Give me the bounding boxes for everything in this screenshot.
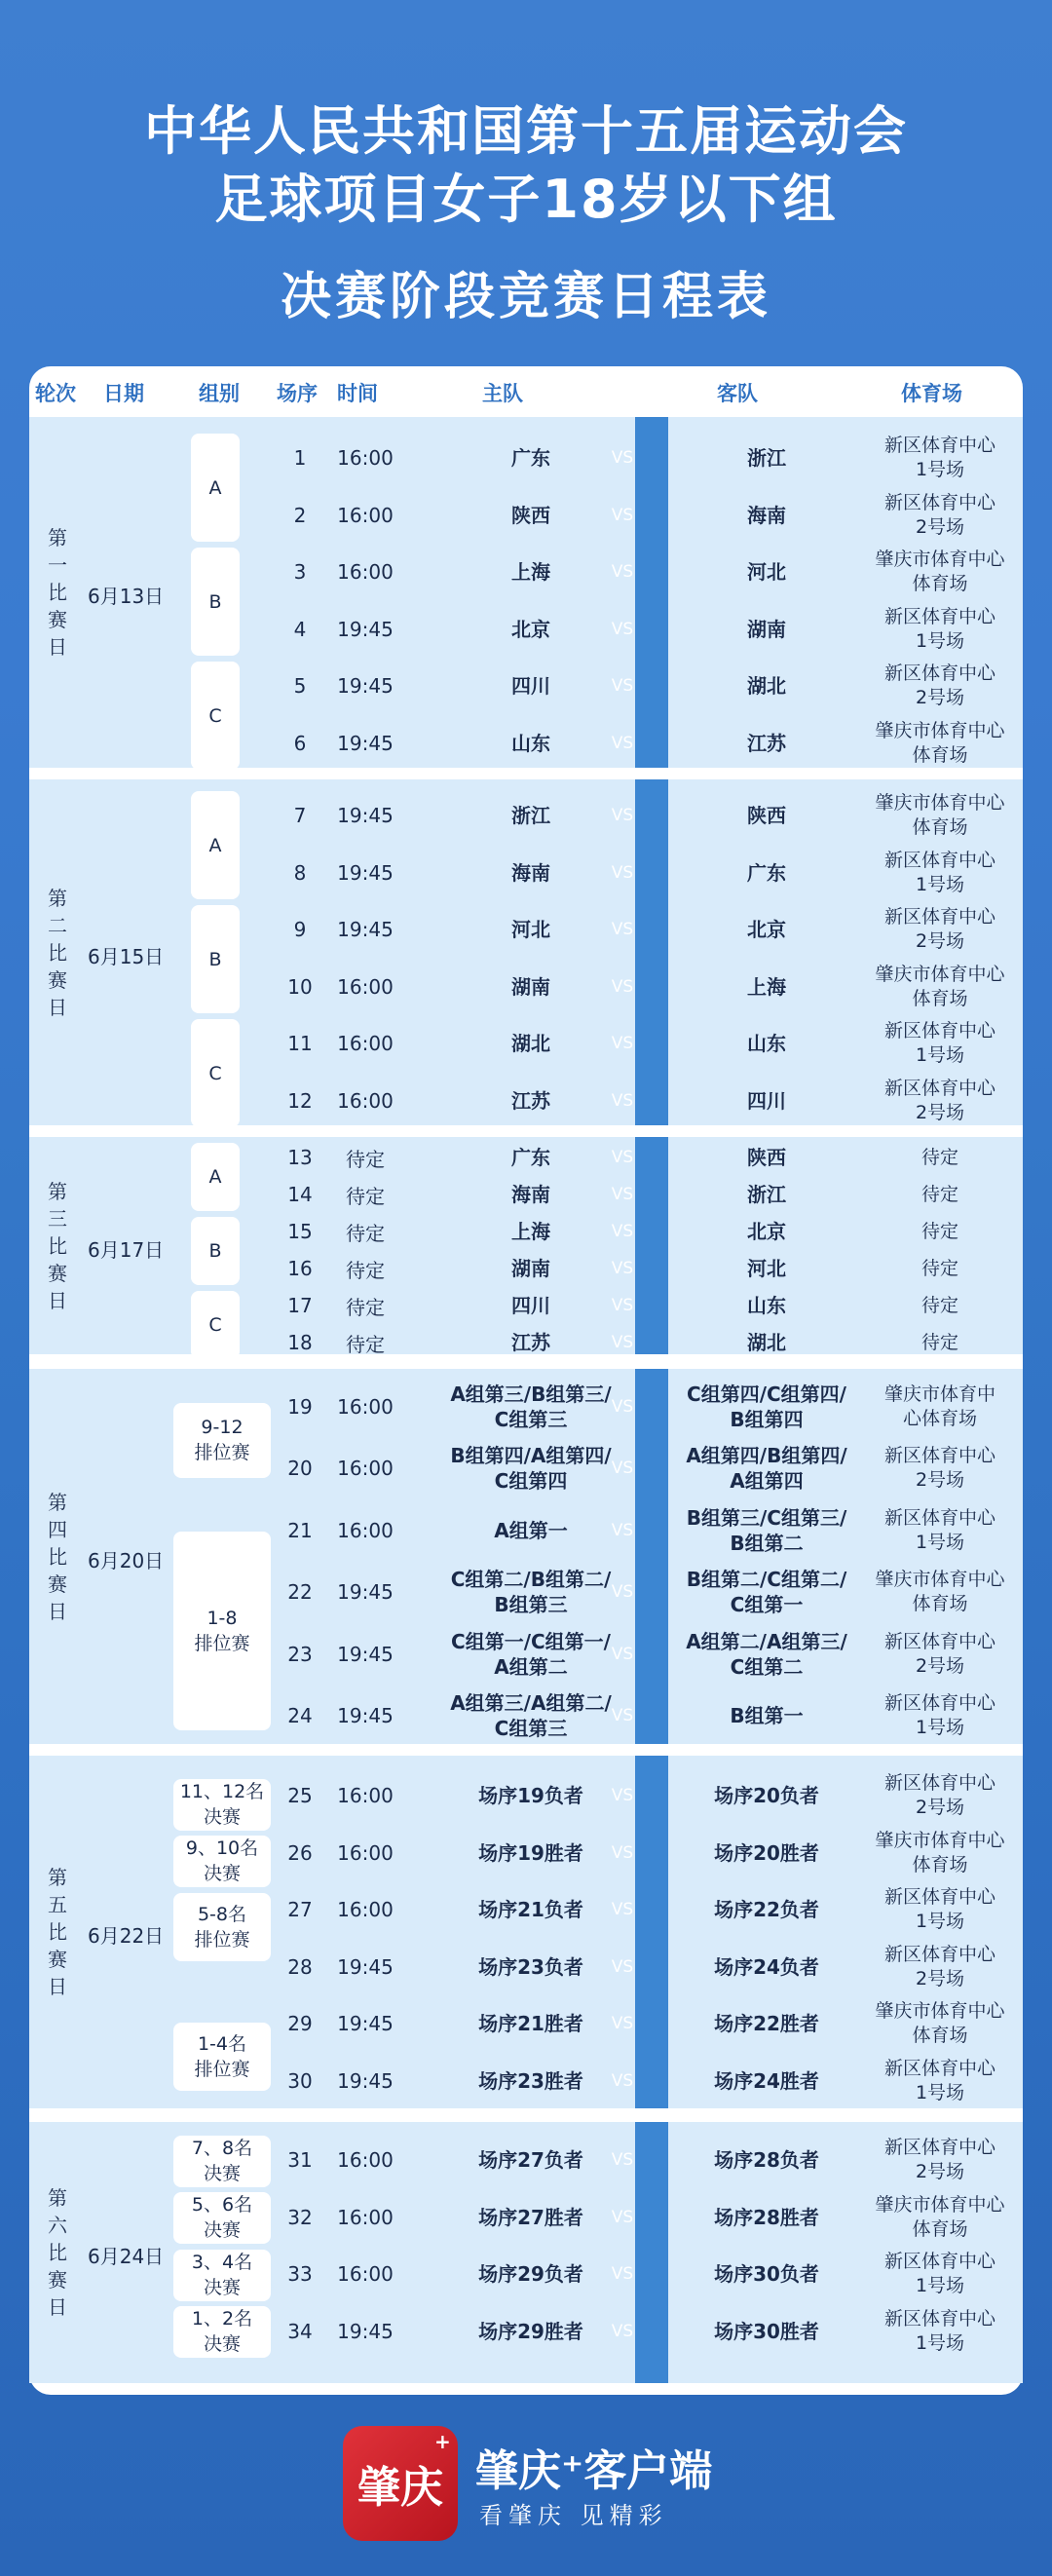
group-label: 7、8名 决赛 — [173, 2136, 271, 2187]
vs-label: VS — [611, 2207, 634, 2227]
round-name: 第三比赛日 — [48, 1179, 67, 1312]
match-venue: 新区体育中心 2号场 — [883, 1630, 996, 1677]
away-team: 场序28负者 — [714, 2148, 819, 2173]
match-row — [29, 2193, 1023, 2251]
home-team: 浙江 — [511, 804, 550, 828]
vs-label: VS — [611, 2264, 634, 2285]
match-row — [29, 2307, 1023, 2365]
match-row — [29, 1019, 1023, 1077]
group-label: 11、12名 决赛 — [173, 1779, 271, 1831]
home-team: 场序27负者 — [478, 2148, 583, 2173]
away-team: 陕西 — [747, 1146, 786, 1169]
match-venue: 待定 — [920, 1257, 958, 1279]
match-venue: 肇庆市体育中心 体育场 — [875, 1829, 1005, 1875]
match-seq: 12 — [287, 1088, 313, 1113]
match-seq: 25 — [287, 1784, 313, 1808]
vs-label: VS — [611, 1333, 634, 1352]
match-time: 19:45 — [337, 674, 394, 699]
vs-label: VS — [611, 1842, 634, 1863]
match-seq: 33 — [287, 2262, 313, 2287]
away-team: 场序30负者 — [714, 2262, 819, 2287]
match-venue: 肇庆市体育中心 体育场 — [875, 963, 1005, 1009]
match-venue: 新区体育中心 1号场 — [883, 2307, 996, 2354]
match-venue: 新区体育中心 1号场 — [883, 2057, 996, 2103]
home-team: C组第二/B组第二/ B组第三 — [450, 1568, 612, 1617]
round-name: 第一比赛日 — [48, 526, 67, 659]
match-seq: 7 — [293, 804, 307, 828]
round-date: 6月15日 — [88, 944, 165, 968]
round-date: 6月20日 — [88, 1548, 165, 1572]
vs-label: VS — [611, 920, 634, 940]
match-seq: 34 — [287, 2319, 313, 2343]
match-row — [29, 2057, 1023, 2114]
away-team: 四川 — [747, 1088, 786, 1113]
vs-label: VS — [611, 1582, 634, 1603]
col-group: 组别 — [199, 382, 240, 405]
group-label: A — [191, 791, 240, 899]
match-seq: 11 — [287, 1032, 313, 1056]
match-time: 16:00 — [337, 1898, 394, 1922]
group-label: 5-8名 排位赛 — [173, 1893, 271, 1961]
home-team: B组第四/A组第四/ C组第四 — [450, 1444, 612, 1494]
match-seq: 15 — [287, 1220, 313, 1243]
match-seq: 8 — [293, 860, 307, 885]
group-label: A — [191, 1143, 240, 1211]
home-team: 场序27胜者 — [478, 2205, 583, 2229]
home-team: 场序29负者 — [478, 2262, 583, 2287]
vs-label: VS — [611, 1900, 634, 1920]
match-row — [29, 1442, 1023, 1504]
home-team: 场序21负者 — [478, 1898, 583, 1922]
away-team: 山东 — [747, 1032, 786, 1056]
match-venue: 新区体育中心 2号场 — [883, 1772, 996, 1819]
match-time: 16:00 — [337, 446, 394, 471]
match-time: 16:00 — [337, 1457, 394, 1481]
round-name: 第五比赛日 — [48, 1866, 67, 1998]
match-venue: 新区体育中心 1号场 — [883, 1692, 996, 1739]
match-row — [29, 1771, 1023, 1829]
vs-label: VS — [611, 1396, 634, 1417]
match-row — [29, 1885, 1023, 1943]
match-time: 16:00 — [337, 1394, 394, 1419]
home-team: 广东 — [511, 446, 550, 471]
match-time: 19:45 — [337, 2319, 394, 2343]
away-team: 场序24负者 — [714, 1954, 819, 1979]
match-seq: 2 — [293, 503, 307, 527]
col-home: 主队 — [482, 382, 523, 405]
match-seq: 22 — [287, 1580, 313, 1605]
match-venue: 新区体育中心 2号场 — [883, 1445, 996, 1492]
vs-label: VS — [611, 1520, 634, 1540]
match-time: 16:00 — [337, 560, 394, 585]
home-team: 场序29胜者 — [478, 2319, 583, 2343]
home-team: 陕西 — [511, 503, 550, 527]
match-venue: 肇庆市体育中 心体育场 — [883, 1383, 996, 1429]
away-team: 陕西 — [747, 804, 786, 828]
match-seq: 1 — [293, 446, 307, 471]
home-team: A组第三/A组第二/ C组第三 — [450, 1691, 612, 1741]
match-row — [29, 1503, 1023, 1566]
vs-label: VS — [611, 2321, 634, 2341]
home-team: 北京 — [511, 617, 550, 641]
away-team: 场序20胜者 — [714, 1840, 819, 1865]
home-team: 海南 — [511, 1183, 550, 1206]
logo-text: 肇庆 — [357, 2463, 443, 2513]
col-seq: 场序 — [277, 382, 318, 405]
match-seq: 23 — [287, 1642, 313, 1666]
match-row — [29, 1077, 1023, 1134]
match-time: 待定 — [346, 1295, 385, 1319]
group-label: 3、4名 决赛 — [173, 2250, 271, 2301]
match-time: 16:00 — [337, 1840, 394, 1865]
match-time: 16:00 — [337, 503, 394, 527]
match-seq: 31 — [287, 2148, 313, 2173]
match-seq: 4 — [293, 617, 307, 641]
match-time: 16:00 — [337, 1784, 394, 1808]
away-team: 浙江 — [747, 1183, 786, 1206]
match-seq: 32 — [287, 2205, 313, 2229]
match-venue: 新区体育中心 1号场 — [883, 605, 996, 652]
match-seq: 9 — [293, 918, 307, 942]
group-label: A — [191, 434, 240, 542]
away-team: B组第三/C组第三/ B组第二 — [686, 1505, 847, 1555]
match-row — [29, 1180, 1023, 1217]
match-time: 16:00 — [337, 1088, 394, 1113]
match-time: 19:45 — [337, 617, 394, 641]
home-team: A组第一 — [494, 1518, 568, 1542]
match-time: 16:00 — [337, 2262, 394, 2287]
col-round: 轮次 — [35, 382, 76, 405]
group-label: C — [191, 662, 240, 770]
home-team: 海南 — [511, 860, 550, 885]
match-venue: 待定 — [920, 1294, 958, 1316]
title-line-2: 足球项目女子18岁以下组 — [214, 169, 838, 230]
group-label: 1-8 排位赛 — [173, 1532, 271, 1730]
vs-label: VS — [611, 862, 634, 883]
away-team: 湖北 — [747, 674, 786, 699]
match-seq: 29 — [287, 2012, 313, 2036]
vs-label: VS — [611, 1458, 634, 1479]
match-row — [29, 1328, 1023, 1365]
match-seq: 20 — [287, 1457, 313, 1481]
away-team: C组第四/C组第四/ B组第四 — [687, 1382, 846, 1431]
match-venue: 新区体育中心 1号场 — [883, 1506, 996, 1553]
match-time: 16:00 — [337, 974, 394, 999]
away-team: 山东 — [747, 1294, 786, 1317]
match-venue: 待定 — [920, 1183, 958, 1205]
match-row — [29, 719, 1023, 777]
match-time: 16:00 — [337, 1518, 394, 1542]
match-row — [29, 1380, 1023, 1442]
match-venue: 待定 — [920, 1331, 958, 1353]
match-venue: 肇庆市体育中心 体育场 — [875, 2193, 1005, 2240]
title-line-1: 中华人民共和国第十五届运动会 — [144, 100, 908, 162]
match-row — [29, 2250, 1023, 2307]
match-venue: 新区体育中心 1号场 — [883, 849, 996, 895]
round-date: 6月13日 — [88, 585, 165, 608]
away-team: 湖北 — [747, 1331, 786, 1354]
match-row — [29, 491, 1023, 549]
home-team: 场序19负者 — [478, 1784, 583, 1808]
col-time: 时间 — [337, 382, 378, 405]
vs-label: VS — [611, 1956, 634, 1977]
match-seq: 5 — [293, 674, 307, 699]
match-row — [29, 1829, 1023, 1886]
group-label: C — [191, 1019, 240, 1127]
match-row — [29, 905, 1023, 963]
match-row — [29, 1999, 1023, 2057]
match-row — [29, 1254, 1023, 1291]
match-row — [29, 605, 1023, 663]
round-name: 第二比赛日 — [48, 886, 67, 1019]
match-seq: 14 — [287, 1183, 313, 1206]
away-team: B组第二/C组第二/ C组第一 — [686, 1568, 847, 1617]
match-row — [29, 791, 1023, 849]
match-seq: 21 — [287, 1518, 313, 1542]
round-date: 6月22日 — [88, 1924, 165, 1948]
match-time: 待定 — [346, 1332, 385, 1356]
vs-label: VS — [611, 562, 634, 583]
col-date: 日期 — [103, 382, 144, 405]
match-venue: 待定 — [920, 1146, 958, 1168]
match-time: 16:00 — [337, 2148, 394, 2173]
match-seq: 3 — [293, 560, 307, 585]
match-venue: 待定 — [920, 1220, 958, 1242]
home-team: 四川 — [511, 674, 550, 699]
match-seq: 6 — [293, 731, 307, 755]
vs-label: VS — [611, 2150, 634, 2171]
home-team: 江苏 — [511, 1331, 550, 1354]
vs-label: VS — [611, 1786, 634, 1806]
home-team: 江苏 — [511, 1088, 550, 1113]
match-seq: 18 — [287, 1331, 313, 1354]
match-row — [29, 1291, 1023, 1328]
match-row — [29, 548, 1023, 605]
away-team: 江苏 — [747, 731, 786, 755]
match-venue: 新区体育中心 2号场 — [883, 491, 996, 538]
match-seq: 24 — [287, 1704, 313, 1728]
round-date: 6月17日 — [88, 1237, 165, 1262]
away-team: 河北 — [747, 1257, 786, 1280]
match-time: 待定 — [346, 1258, 385, 1282]
match-time: 19:45 — [337, 2068, 394, 2093]
match-row — [29, 849, 1023, 906]
vs-label: VS — [611, 1222, 634, 1241]
match-row — [29, 1566, 1023, 1628]
home-team: 场序23胜者 — [478, 2068, 583, 2093]
match-time: 16:00 — [337, 1032, 394, 1056]
away-team: 场序20负者 — [714, 1784, 819, 1808]
round-name: 第四比赛日 — [48, 1490, 67, 1623]
home-team: A组第三/B组第三/ C组第三 — [450, 1382, 612, 1431]
match-seq: 17 — [287, 1294, 313, 1317]
group-label: 1、2名 决赛 — [173, 2306, 271, 2358]
away-team: 场序28胜者 — [714, 2205, 819, 2229]
home-team: 广东 — [511, 1146, 550, 1169]
match-venue: 新区体育中心 2号场 — [883, 2137, 996, 2183]
home-team: 山东 — [511, 731, 550, 755]
away-team: 河北 — [747, 560, 786, 585]
match-time: 19:45 — [337, 1580, 394, 1605]
match-venue: 新区体育中心 2号场 — [883, 906, 996, 953]
away-team: B组第一 — [730, 1704, 804, 1728]
group-label: B — [191, 548, 240, 656]
round-date: 6月24日 — [88, 2245, 165, 2268]
logo-plus: + — [434, 2430, 451, 2453]
match-time: 19:45 — [337, 1642, 394, 1666]
match-row — [29, 1143, 1023, 1180]
group-label: 1-4名 排位赛 — [173, 2023, 271, 2091]
match-time: 19:45 — [337, 918, 394, 942]
away-team: 海南 — [747, 503, 786, 527]
match-seq: 26 — [287, 1840, 313, 1865]
home-team: 河北 — [511, 918, 550, 942]
match-seq: 10 — [287, 974, 313, 999]
vs-label: VS — [611, 448, 634, 469]
away-team: 场序22胜者 — [714, 2012, 819, 2036]
match-time: 19:45 — [337, 731, 394, 755]
away-team: 浙江 — [747, 446, 786, 471]
footer-brand — [343, 2426, 810, 2543]
vs-label: VS — [611, 1185, 634, 1204]
match-venue: 新区体育中心 2号场 — [883, 1077, 996, 1123]
match-venue: 新区体育中心 2号场 — [883, 1943, 996, 1989]
vs-label: VS — [611, 806, 634, 826]
group-label: 9-12 排位赛 — [173, 1403, 271, 1478]
vs-label: VS — [611, 2070, 634, 2091]
brand-slogan: 看肇庆 见精彩 — [479, 2502, 668, 2529]
vs-label: VS — [611, 1259, 634, 1278]
match-venue: 肇庆市体育中心 体育场 — [875, 549, 1005, 595]
group-label: 5、6名 决赛 — [173, 2192, 271, 2244]
match-seq: 19 — [287, 1394, 313, 1419]
vs-label: VS — [611, 1706, 634, 1726]
away-team: 场序24胜者 — [714, 2068, 819, 2093]
match-venue: 新区体育中心 1号场 — [883, 1886, 996, 1933]
match-venue: 肇庆市体育中心 体育场 — [875, 2000, 1005, 2047]
match-time: 19:45 — [337, 1704, 394, 1728]
group-label: 9、10名 决赛 — [173, 1836, 271, 1887]
vs-label: VS — [611, 505, 634, 525]
match-row — [29, 1627, 1023, 1689]
poster-header — [0, 0, 1052, 370]
home-team: 场序19胜者 — [478, 1840, 583, 1865]
match-row — [29, 434, 1023, 491]
vs-label: VS — [611, 1148, 634, 1167]
home-team: 上海 — [511, 1220, 550, 1243]
vs-label: VS — [611, 1644, 634, 1664]
round-name: 第六比赛日 — [48, 2186, 67, 2319]
vs-label: VS — [611, 676, 634, 697]
match-row — [29, 963, 1023, 1020]
match-venue: 肇庆市体育中心 体育场 — [875, 1569, 1005, 1615]
match-time: 19:45 — [337, 804, 394, 828]
group-label: B — [191, 905, 240, 1013]
home-team: C组第一/C组第一/ A组第二 — [451, 1629, 611, 1679]
match-row — [29, 1689, 1023, 1752]
away-team: 北京 — [747, 918, 786, 942]
vs-label: VS — [611, 976, 634, 997]
match-seq: 30 — [287, 2068, 313, 2093]
match-time: 待定 — [346, 1221, 385, 1245]
title-line-3: 决赛阶段竞赛日程表 — [280, 268, 771, 326]
brand-name: 肇庆⁺客户端 — [475, 2446, 713, 2496]
vs-label: VS — [611, 1296, 634, 1315]
match-row — [29, 662, 1023, 719]
match-venue: 肇庆市体育中心 体育场 — [875, 792, 1005, 839]
match-seq: 28 — [287, 1954, 313, 1979]
match-seq: 16 — [287, 1257, 313, 1280]
home-team: 湖北 — [511, 1032, 550, 1056]
match-venue: 新区体育中心 2号场 — [883, 663, 996, 709]
match-time: 待定 — [346, 1184, 385, 1208]
vs-label: VS — [611, 1034, 634, 1054]
match-time: 19:45 — [337, 2012, 394, 2036]
match-row — [29, 2136, 1023, 2193]
home-team: 上海 — [511, 560, 550, 585]
away-team: 场序30胜者 — [714, 2319, 819, 2343]
vs-label: VS — [611, 733, 634, 753]
match-time: 16:00 — [337, 2205, 394, 2229]
away-team: 北京 — [747, 1220, 786, 1243]
match-time: 19:45 — [337, 1954, 394, 1979]
match-row — [29, 1217, 1023, 1254]
group-label: B — [191, 1217, 240, 1285]
col-venue: 体育场 — [901, 382, 962, 405]
match-time: 待定 — [346, 1147, 385, 1171]
match-seq: 13 — [287, 1146, 313, 1169]
home-team: 湖南 — [511, 974, 550, 999]
home-team: 四川 — [511, 1294, 550, 1317]
home-team: 场序23负者 — [478, 1954, 583, 1979]
away-team: A组第二/A组第三/ C组第二 — [686, 1629, 847, 1679]
match-seq: 27 — [287, 1898, 313, 1922]
match-time: 19:45 — [337, 860, 394, 885]
match-venue: 新区体育中心 1号场 — [883, 1020, 996, 1067]
vs-label: VS — [611, 1090, 634, 1111]
vs-label: VS — [611, 619, 634, 639]
away-team: 场序22负者 — [714, 1898, 819, 1922]
match-venue: 新区体育中心 1号场 — [883, 435, 996, 481]
match-venue: 肇庆市体育中心 体育场 — [875, 719, 1005, 766]
column-headers — [29, 366, 1023, 415]
away-team: 广东 — [747, 860, 786, 885]
col-away: 客队 — [717, 382, 758, 405]
home-team: 场序21胜者 — [478, 2012, 583, 2036]
away-team: 上海 — [747, 974, 786, 999]
match-row — [29, 1943, 1023, 2000]
group-label: C — [191, 1291, 240, 1359]
match-venue: 新区体育中心 1号场 — [883, 2251, 996, 2297]
away-team: A组第四/B组第四/ A组第四 — [686, 1444, 847, 1494]
vs-label: VS — [611, 2014, 634, 2034]
home-team: 湖南 — [511, 1257, 550, 1280]
away-team: 湖南 — [747, 617, 786, 641]
